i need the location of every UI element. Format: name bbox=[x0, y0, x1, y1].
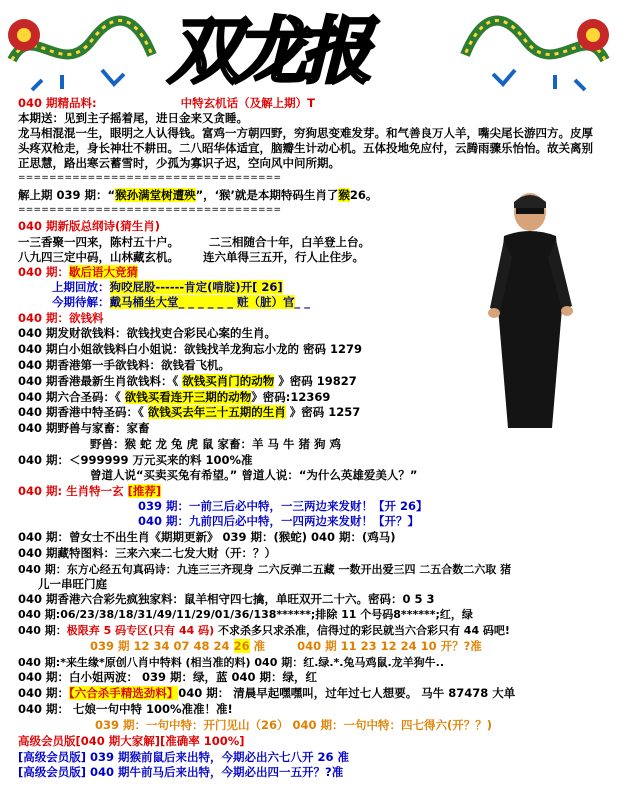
page-title: 双龙报 bbox=[168, 9, 367, 93]
l15-highlight: 欲钱买肖门的动物 bbox=[182, 374, 275, 388]
l17-c: 》密码 1257 bbox=[285, 405, 361, 419]
l32-highlight: 26 bbox=[233, 639, 250, 653]
l32-d: 040 期 11 23 12 24 10 开？?准 bbox=[297, 639, 482, 653]
l22-highlight: [推荐] bbox=[127, 484, 162, 498]
line-6 bbox=[18, 235, 370, 250]
l16-highlight: 欲钱买看连开三期的动物 bbox=[124, 390, 252, 404]
l4-a: 解上期 039 期：“ bbox=[18, 188, 116, 202]
l17-a: 040 期香港中特圣码：《 bbox=[18, 405, 148, 419]
man-in-robe-illustration bbox=[482, 188, 578, 433]
l6-b: 二三相随合十年，白羊登上台。 bbox=[209, 235, 370, 249]
line-31 bbox=[18, 623, 510, 638]
line-14: 040 期香港第一手欲钱料：欲钱看飞机。 bbox=[18, 358, 231, 372]
line-4 bbox=[18, 188, 377, 203]
separator-1: ================================== bbox=[18, 173, 282, 183]
l7-b: 连六单得三五开，行人止住步。 bbox=[203, 250, 364, 264]
line-5: 040 期新版总纲诗(猜生肖) bbox=[18, 219, 161, 233]
l9-highlight: 狗咬屁股------肯定(啃腚)开[ 26] bbox=[109, 280, 283, 294]
l10-highlight: 戴马桶坐大堂_ _ _ _ _ _ 赃（脏）官 bbox=[109, 295, 295, 309]
line-18: 040 期野兽与家畜：家畜 bbox=[18, 421, 150, 435]
line-20: 040 期：＜999999 万元买来的料 100%准 bbox=[18, 453, 253, 467]
separator-2: ================================== bbox=[18, 205, 282, 215]
l31-c: 不求杀多只求杀准，信得过的彩民就当六合彩只有 44 码吧! bbox=[214, 624, 510, 637]
line-37: 039 期：一句中特：开门见山（26） 040 期：一句中特：四七得六(开？？) bbox=[95, 718, 493, 732]
l4-highlight: 猴孙满堂树遭殃 bbox=[115, 188, 196, 202]
line-39: [高级会员版] 039 期猴前鼠后来出特，今期必出六七八开 26 准 bbox=[18, 750, 350, 764]
line-34: 040 期：白小姐两波： 039 期：绿，蓝 040 期：绿，红 bbox=[18, 670, 318, 684]
l4-zodiac: 猴 bbox=[338, 188, 350, 202]
line-33: 040 期:*来生缘*原创八肖中特料 (相当准的料) 040 期：红.绿.*.兔马鸡鼠.龙羊狗牛.. bbox=[18, 656, 445, 669]
line-16 bbox=[18, 390, 330, 405]
l16-a: 040 期六合圣码：《 bbox=[18, 390, 125, 404]
l32-a: 039 期 12 34 07 48 24 bbox=[90, 639, 234, 653]
line-36: 040 期： 七娘一句中特 100%准准！准! bbox=[18, 702, 233, 716]
line-35 bbox=[18, 686, 515, 701]
line-27: 040 期：东方心经五句真码诗：九连三三齐现身 二六反弹二五藏 一数开出爱三四 二五合数二六取 猪 bbox=[18, 563, 512, 576]
line-8 bbox=[18, 265, 138, 280]
l9-a: 上期回放： bbox=[52, 280, 110, 294]
l32-c: 准 bbox=[249, 639, 266, 653]
line-24: 040 期：九前四后必中特，一四两边来发财！【开？】 bbox=[138, 514, 420, 528]
l10-a: 今期待解： bbox=[52, 295, 110, 309]
line-13: 040 期白小姐欲钱料白小姐说：欲钱找羊龙狗忘小龙的 密码 1279 bbox=[18, 342, 363, 356]
line-10 bbox=[52, 295, 310, 310]
l17-highlight: 欲钱买去年三十五期的生肖 bbox=[147, 405, 286, 419]
line-28: 儿一串旺门庭 bbox=[38, 577, 107, 591]
line-23: 039 期：一前三后必中特，一三两边来发财！【开 26】 bbox=[138, 499, 428, 513]
l10-c: _ _ bbox=[294, 295, 311, 309]
line-30: 040 期:06/23/38/18/31/49/11/29/01/36/138******;排除 11 个号码8******;红，绿 bbox=[18, 608, 473, 621]
line-11: 040 期：欲钱料 bbox=[18, 311, 104, 325]
line-22 bbox=[18, 484, 161, 499]
line-17 bbox=[18, 405, 360, 420]
l35-c: 040 期： 清晨早起嘿嘿叫，过年过七人想要。 马牛 87478 大单 bbox=[178, 686, 516, 700]
l4-e: 26。 bbox=[349, 188, 378, 202]
l7-a: 八九四三定中码，山林藏玄机。 bbox=[18, 250, 179, 264]
line-2: 本期送：见到主子摇着尾，进日金来又贪睡。 bbox=[18, 111, 248, 125]
line-38: 高级会员版[040 期大家解][准确率 100%] bbox=[18, 734, 245, 748]
line-9 bbox=[52, 280, 283, 295]
l6-a: 一三香聚一四来，陈村五十户。 bbox=[18, 235, 179, 249]
l1-red-title: 中特玄机话（及解上期）T bbox=[180, 96, 315, 110]
l15-c: 》密码 19827 bbox=[274, 374, 357, 388]
l31-red: 极限弃 5 码专区(只有 44 码) bbox=[66, 624, 215, 637]
line-19: 野兽：猴 蛇 龙 兔 虎 鼠 家畜：羊 马 牛 猪 狗 鸡 bbox=[90, 437, 342, 451]
line-21: 曾道人说“买卖买兔有希望。” 曾道人说：“为什么英雄爱美人？” bbox=[90, 468, 418, 482]
line-12: 040 期发财欲钱料：欲钱找吏合彩民心案的生肖。 bbox=[18, 326, 277, 340]
l16-c: 》密码:12369 bbox=[251, 390, 331, 404]
l31-a: 040 期： bbox=[18, 624, 67, 637]
line-7 bbox=[18, 250, 364, 265]
l35-a: 040 期： bbox=[18, 686, 70, 700]
poem-paragraph: 龙马相混混一生，眼明之人认得钱。富鸡一方朝四野，穷狗思变难发芽。和气善良万人羊，嘴尖尾长游四方。皮厚头疼双枪走，身长神壮不耕田。二八昭华体适宜，脑瓣生计动心机。五体投地免应付，云腾雨骤乐怡怡。故关离别正思慧，路出寒云蓄雪时，少孤为寡识子迟，空向风中问所期。 bbox=[18, 126, 593, 170]
l22-a: 040 期: 生肖特一玄 bbox=[18, 484, 128, 498]
line-25: 040 期：曾女士不出生肖《期期更新》 039 期：(猴蛇) 040 期：(鸡马) bbox=[18, 530, 396, 544]
l8-a: 040 期： bbox=[18, 265, 70, 279]
line-26: 040 期藏特图料：三来六来二七发大财（开：？） bbox=[18, 546, 277, 560]
left-dragon-illustration bbox=[2, 0, 162, 95]
l15-a: 040 期香港最新生肖欲钱料：《 bbox=[18, 374, 183, 388]
line-32 bbox=[90, 639, 482, 654]
line-29: 040 期香港六合彩先疯独家料：鼠羊相守四七擒，单旺双开二十六。密码：0 5 3 bbox=[18, 592, 435, 606]
l8-highlight: 歇后语大竞猜 bbox=[69, 265, 139, 279]
l4-c: ”，‘猴’就是本期特码生肖了 bbox=[195, 188, 339, 202]
line-15 bbox=[18, 374, 357, 389]
line-1 bbox=[18, 96, 315, 111]
l35-highlight: 【六合杀手精选劲料】 bbox=[69, 686, 179, 700]
right-dragon-illustration bbox=[455, 0, 615, 95]
issue-label: 040 期精品料: bbox=[18, 96, 97, 110]
line-40: [高级会员版] 040 期牛前马后来出特，今期必出四一五开？?准 bbox=[18, 765, 344, 779]
